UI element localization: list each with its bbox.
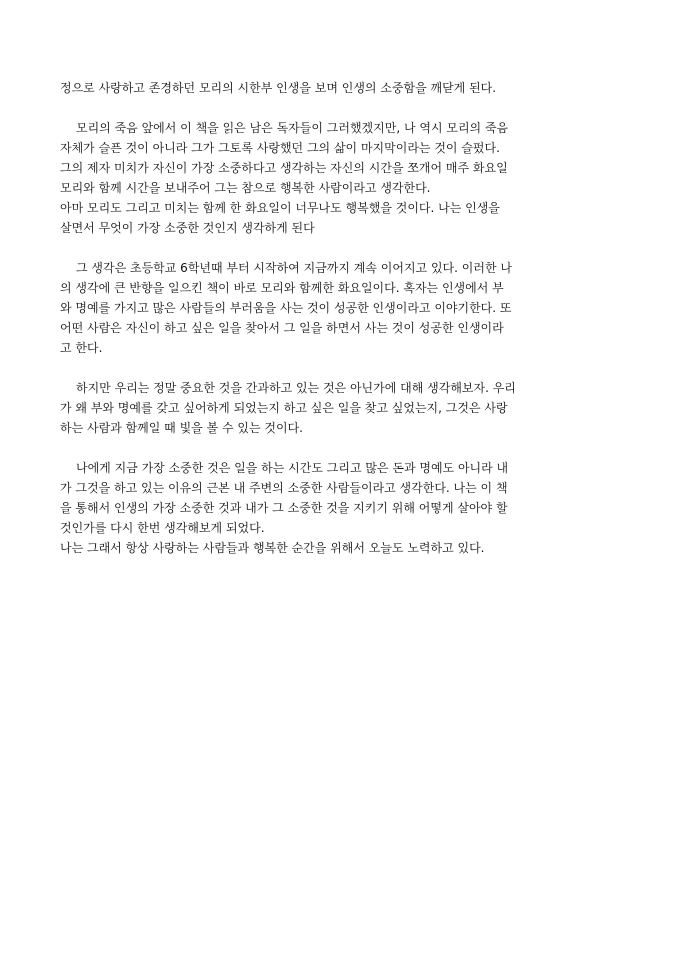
text-line: 살면서 무엇이 가장 소중한 것인지 생각하게 된다 (60, 221, 315, 235)
text-line: 의 생각에 큰 반향을 일으킨 책이 바로 모리와 함께한 화요일이다. 혹자는 인생에서 부 (60, 281, 504, 295)
text-line: 자체가 슬픈 것이 아니라 그가 그토록 사랑했던 그의 삶이 마지막이라는 것이 슬펐다. (60, 141, 500, 155)
text-line: 그의 제자 미치가 자신이 가장 소중하다고 생각하는 자신의 시간을 쪼개어 매주 화요일 (60, 161, 508, 175)
text-line: 것인가를 다시 한번 생각해보게 되었다. (60, 521, 265, 535)
text-line: 아마 모리도 그리고 미치는 함께 한 화요일이 너무나도 행복했을 것이다. 나는 인생을 (60, 201, 500, 215)
text-line: 나는 그래서 항상 사랑하는 사람들과 행복한 순간을 위해서 오늘도 노력하고 있다. (60, 541, 485, 555)
text-line: 그 생각은 초등학교 6학년때 부터 시작하여 지금까지 계속 이어지고 있다. 이러한 나 (76, 261, 512, 275)
text-line: 하지만 우리는 정말 중요한 것을 간과하고 있는 것은 아닌가에 대해 생각해보자. 우리 (76, 381, 516, 395)
paragraph-gap (60, 238, 624, 258)
text-line: 모리의 죽음 앞에서 이 책을 읽은 남은 독자들이 그러했겠지만, 나 역시 모리의 죽음 (76, 121, 509, 135)
text-line: 모리와 함께 시간을 보내주어 그는 참으로 행복한 사람이라고 생각한다. (60, 181, 431, 195)
text-line: 가 왜 부와 명예를 갖고 싶어하게 되었는지 하고 싶은 일을 찾고 싶었는지, 그것은 사랑 (60, 401, 508, 415)
text-line: 정으로 사랑하고 존경하던 모리의 시한부 인생을 보며 인생의 소중함을 깨닫게 된다. (60, 81, 497, 95)
paragraph-gap (60, 98, 624, 118)
text-line: 와 명예를 가지고 많은 사람들의 부러움을 사는 것이 성공한 인생이라고 이야기한다. 또 (60, 301, 512, 315)
text-line: 나에게 지금 가장 소중한 것은 일을 하는 시간도 그리고 많은 돈과 명예도 아니라 내 (76, 461, 509, 475)
text-line: 어떤 사람은 자신이 하고 싶은 일을 찾아서 그 일을 하면서 사는 것이 성공한 인생이라 (60, 321, 504, 335)
document-body (60, 78, 624, 558)
paragraph-gap (60, 358, 624, 378)
paragraph-gap (60, 438, 624, 458)
text-line: 고 한다. (60, 341, 103, 355)
text-line: 하는 사람과 함께일 때 빛을 볼 수 있는 것이다. (60, 421, 303, 435)
text-line: 가 그것을 하고 있는 이유의 근본 내 주변의 소중한 사람들이라고 생각한다. 나는 이 책 (60, 481, 508, 495)
text-line: 을 통해서 인생의 가장 소중한 것과 내가 그 소중한 것을 지키기 위해 어떻게 살아야 할 (60, 501, 508, 515)
